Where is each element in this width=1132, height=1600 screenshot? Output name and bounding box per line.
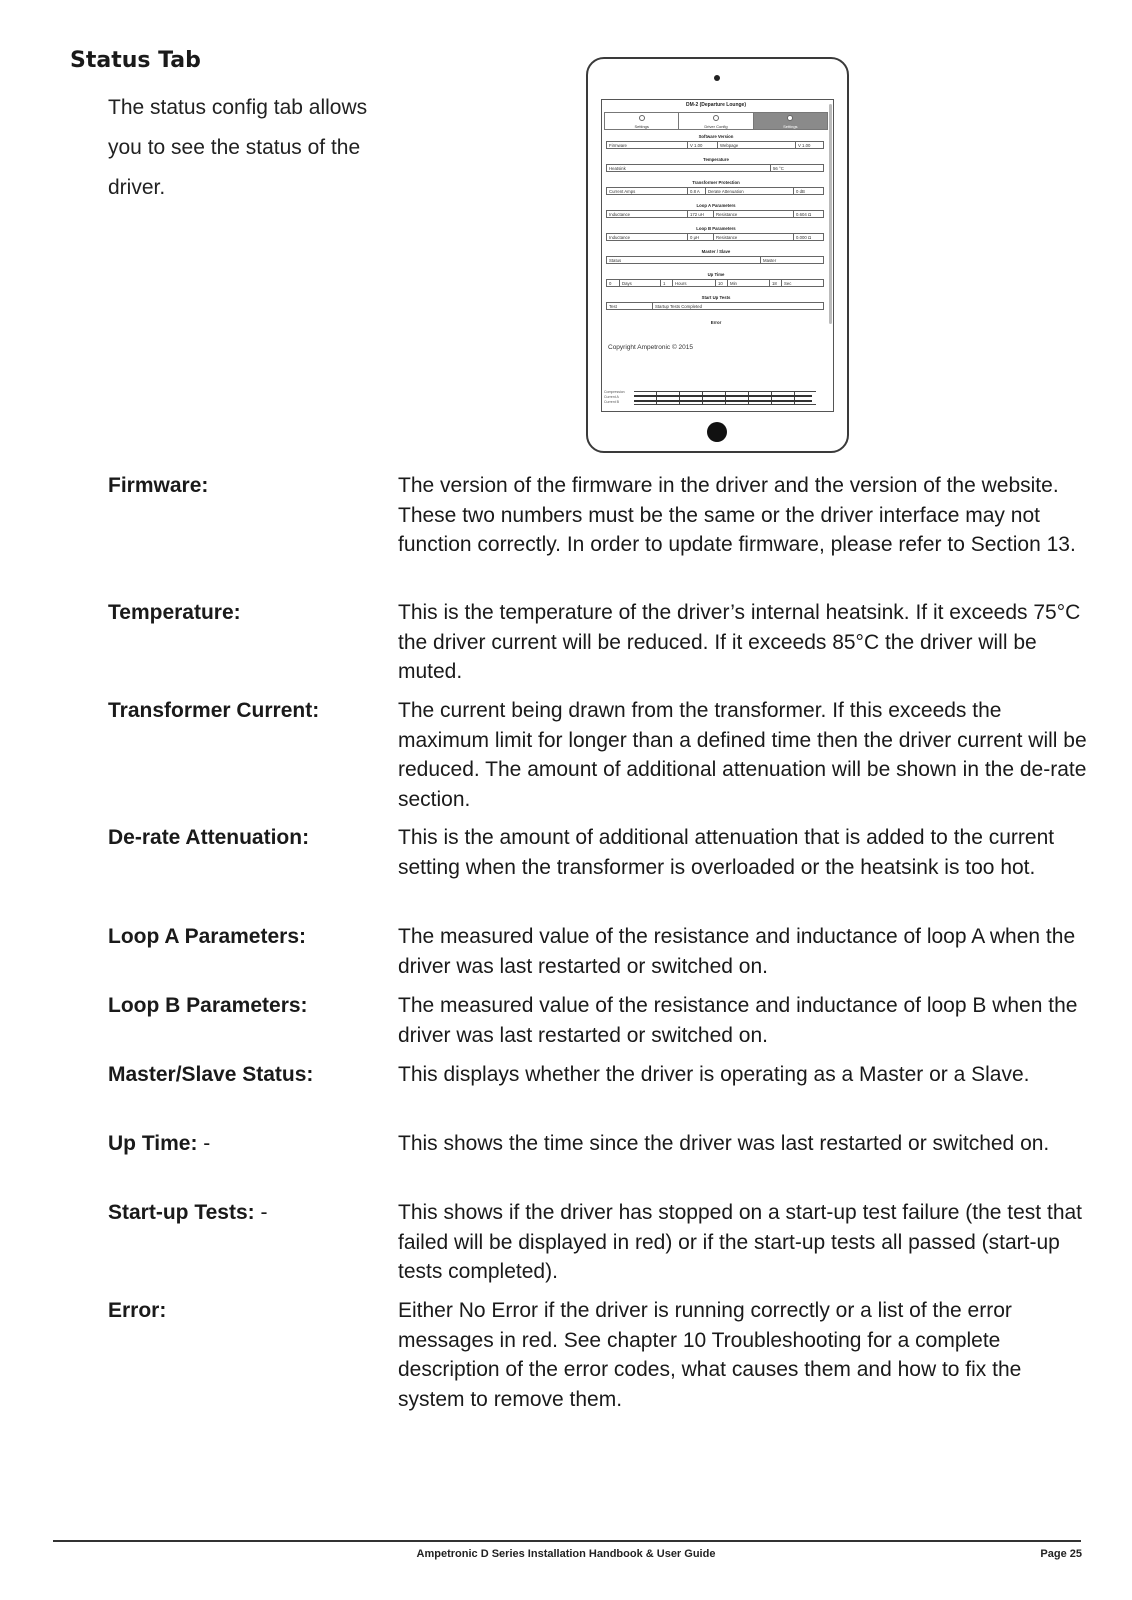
status-label: Status bbox=[609, 258, 622, 263]
webpage-value: V 1.00 bbox=[798, 143, 811, 148]
days-value: 0 bbox=[609, 281, 612, 286]
current-amps-value: 0.8 A bbox=[690, 189, 700, 194]
min-value: 10 bbox=[718, 281, 723, 286]
desc-loop-b: The measured value of the resistance and inductance of loop B when the driver was last restarted or switched on. bbox=[398, 994, 1078, 1047]
transformer-protection-heading: Transformer Protection bbox=[692, 180, 740, 185]
meter-label: Current A bbox=[604, 395, 619, 399]
term-firmware: Firmware: bbox=[108, 474, 209, 497]
up-time-heading: Up Time bbox=[707, 272, 725, 277]
error-heading: Error bbox=[710, 320, 722, 325]
page-number: Page 25 bbox=[1040, 1548, 1082, 1560]
derate-value: 0 dB bbox=[796, 189, 805, 194]
current-amps-label: Current Amps bbox=[609, 189, 636, 194]
test-value: Startup Tests Completed bbox=[655, 304, 702, 309]
loop-b-inductance-label: Inductance bbox=[609, 235, 631, 240]
status-value: Master bbox=[763, 258, 777, 263]
term-up-time: Up Time: - bbox=[108, 1132, 211, 1155]
firmware-label: Firmware bbox=[609, 143, 627, 148]
copyright-text: Copyright Ampetronic © 2015 bbox=[608, 344, 694, 351]
sec-label: Sec bbox=[784, 281, 792, 286]
desc-derate-attenuation: This is the amount of additional attenuation that is added to the current setting when the transformer is overloaded or the heatsink is too hot. bbox=[398, 826, 1055, 879]
loop-b-resistance-label: Resistance bbox=[716, 235, 738, 240]
loop-a-resistance-value: 0.604 Ω bbox=[796, 212, 812, 217]
meter-label: Compression bbox=[604, 390, 625, 394]
term-loop-b: Loop B Parameters: bbox=[108, 994, 308, 1017]
term-temperature: Temperature: bbox=[108, 601, 241, 624]
loop-a-resistance-label: Resistance bbox=[716, 212, 738, 217]
heatsink-value: 56 °C bbox=[773, 166, 784, 171]
footer-rule bbox=[53, 1540, 1081, 1542]
screen-title: DM-2 (Departure Lounge) bbox=[686, 102, 746, 108]
term-error: Error: bbox=[108, 1299, 167, 1322]
term-startup-tests: Start-up Tests: - bbox=[108, 1201, 268, 1224]
sec-value: 18 bbox=[772, 281, 777, 286]
intro-text: The status config tab allows you to see the status of the driver. bbox=[108, 96, 368, 199]
days-label: Days bbox=[622, 281, 632, 286]
hours-value: 1 bbox=[663, 281, 666, 286]
desc-up-time: This shows the time since the driver was last restarted or switched on. bbox=[398, 1132, 1050, 1155]
desc-master-slave: This displays whether the driver is operating as a Master or a Slave. bbox=[398, 1063, 1030, 1086]
term-master-slave: Master/Slave Status: bbox=[108, 1063, 314, 1086]
section-heading: Status Tab bbox=[70, 48, 201, 73]
desc-loop-a: The measured value of the resistance and inductance of loop A when the driver was last restarted or switched on. bbox=[398, 925, 1076, 978]
tab-label: Driver Config bbox=[704, 124, 728, 129]
tab-label: Settings bbox=[634, 124, 649, 129]
meter-label: Current B bbox=[604, 400, 619, 404]
desc-temperature: This is the temperature of the driver’s internal heatsink. If it exceeds 75°C the driver current will be reduced. If it exceeds 85°C the driver will be muted. bbox=[398, 601, 1081, 683]
desc-startup-tests: This shows if the driver has stopped on a start-up test failure (the test that failed will be displayed in red) or if the start-up tests all passed (start-up tests completed). bbox=[398, 1201, 1083, 1283]
startup-tests-heading: Start Up Tests bbox=[701, 295, 731, 300]
term-derate-attenuation: De-rate Attenuation: bbox=[108, 826, 310, 849]
tab-label: Settings bbox=[783, 124, 798, 129]
desc-transformer-current: The current being drawn from the transformer. If this exceeds the maximum limit for longer than a defined time then the driver current will be reduced. The amount of additional attenuation will be shown in the de-rate section. bbox=[398, 699, 1087, 811]
master-slave-heading: Master / Slave bbox=[701, 249, 731, 254]
loop-a-heading: Loop A Parameters bbox=[696, 203, 736, 208]
webpage-label: Webpage bbox=[720, 143, 739, 148]
desc-firmware: The version of the firmware in the driver and the version of the website. These two numbers must be the same or the driver interface may not function correctly. In order to update firmware, please refer to Section 13. bbox=[398, 474, 1076, 556]
loop-b-inductance-value: 0 μH bbox=[690, 235, 700, 240]
loop-a-inductance-value: 172 uH bbox=[690, 212, 704, 217]
hours-label: Hours bbox=[675, 281, 687, 286]
footer-title: Ampetronic D Series Installation Handbook & User Guide bbox=[416, 1548, 716, 1560]
term-loop-a: Loop A Parameters: bbox=[108, 925, 306, 948]
desc-error: Either No Error if the driver is running correctly or a list of the error messages in red. See chapter 10 Troubleshooting for a complete description of the error codes, what causes them and how to fix the system to remove them. bbox=[398, 1299, 1022, 1411]
firmware-value: V 1.00 bbox=[690, 143, 703, 148]
term-transformer-current: Transformer Current: bbox=[108, 699, 320, 722]
heatsink-label: Heatsink bbox=[609, 166, 626, 171]
loop-b-resistance-value: 0.000 Ω bbox=[796, 235, 812, 240]
test-label: Test bbox=[609, 304, 617, 309]
min-label: Min bbox=[730, 281, 737, 286]
temperature-heading: Temperature bbox=[703, 157, 729, 162]
software-version-heading: Software Version bbox=[698, 134, 734, 139]
loop-b-heading: Loop B Parameters bbox=[696, 226, 736, 231]
derate-label: Derate Attenuation bbox=[708, 189, 744, 194]
loop-a-inductance-label: Inductance bbox=[609, 212, 631, 217]
